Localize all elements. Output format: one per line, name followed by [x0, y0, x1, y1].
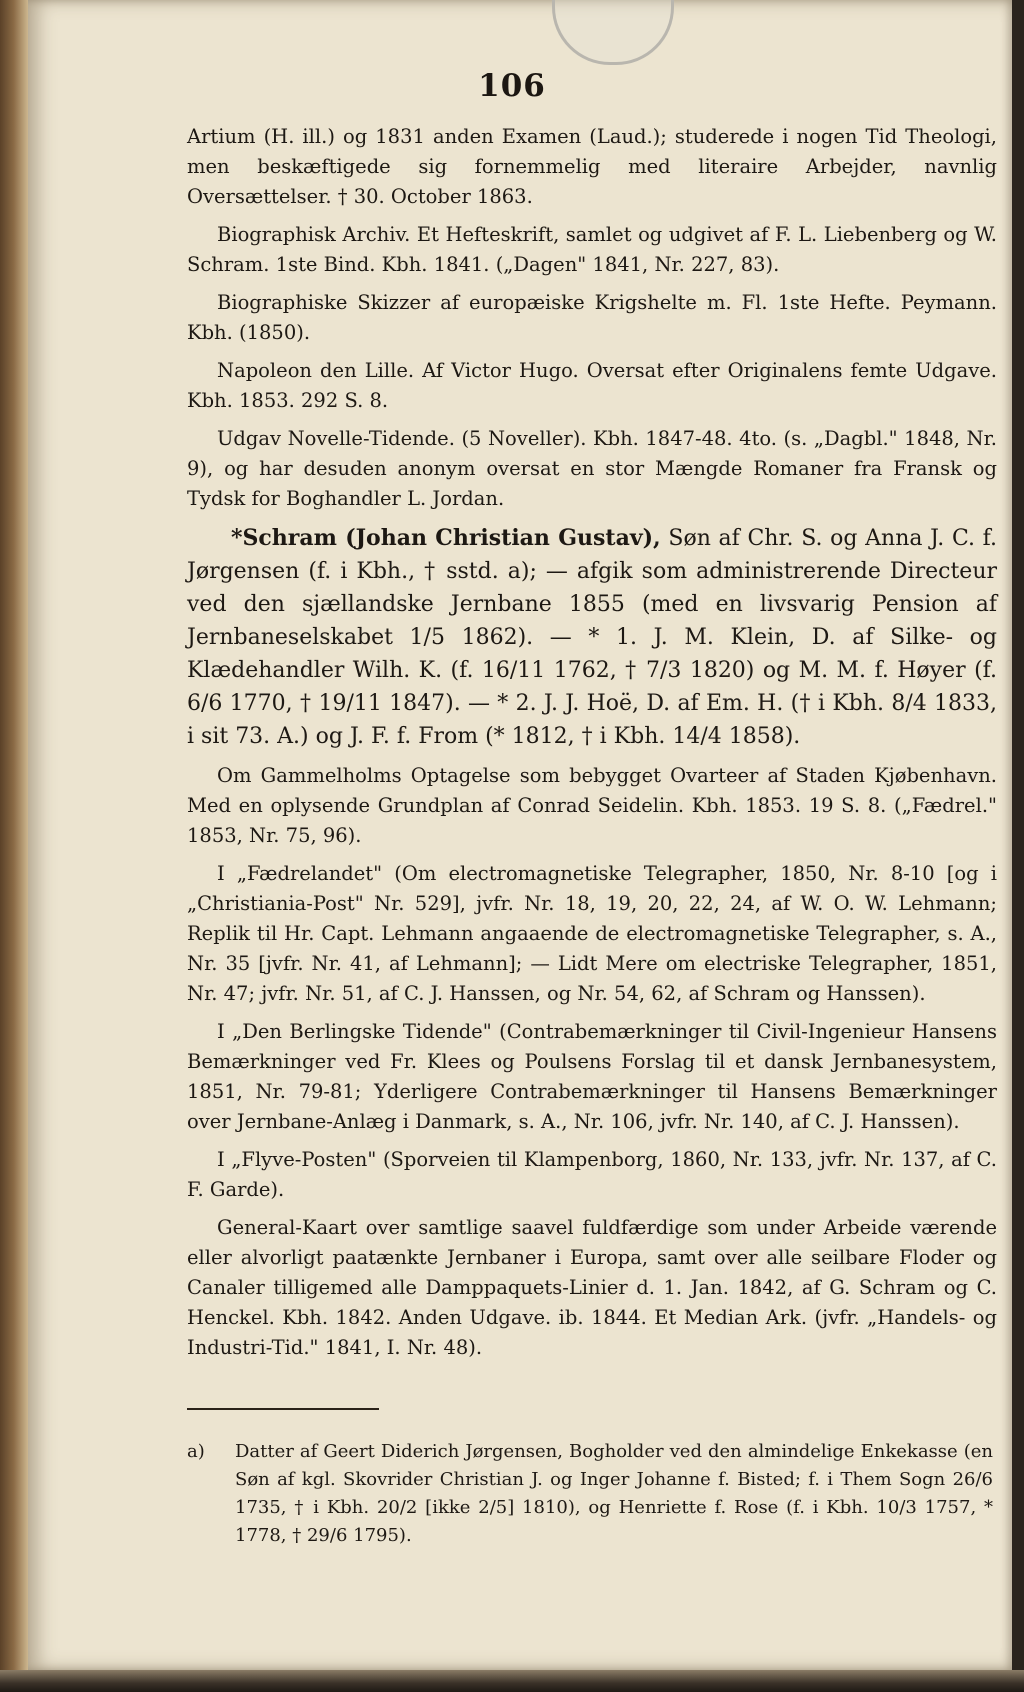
entry-heading-text: Søn af Chr. S. og Anna J. C. f. Jørgensen (f. i Kbh., † sstd. a); — afgik som administrerende Directeur ved den sjællandske Jernbane 1855 (med en livsvarig Pension af Jernbaneselskabet 1/5 1862). — * 1. J. M. Klein, D. af Silke- og Klædehandler Wilh. K. (f. 16/11 1762, † 7/3 1820) og M. M. f. Høyer (f. 6/6 1770, † 19/11 1847). — * 2. J. J. Hoë, D. af Em. H. († i Kbh. 8/4 1833, i sit 73. A.) og J. F. f. From (* 1812, † i Kbh. 14/4 1858).	[187, 526, 998, 749]
paragraph-napoleon: Napoleon den Lille. Af Victor Hugo. Oversat efter Originalens femte Udgave. Kbh. 1853. 292 S. 8.	[187, 359, 997, 412]
entry-heading-name: *Schram (Johan Christian Gustav),	[231, 525, 661, 551]
page-number: 106	[478, 68, 546, 104]
footnote-rule	[187, 1408, 379, 1410]
footnote	[187, 1438, 993, 1550]
paragraph-biographisk-archiv: Biographisk Archiv. Et Hefteskrift, samlet og udgivet af F. L. Liebenberg og W. Schram. 1ste Bind. Kbh. 1841. („Dagen" 1841, Nr. 227, 83).	[187, 223, 997, 276]
paragraph-faedrelandet: I „Fædrelandet" (Om electromagnetiske Telegrapher, 1850, Nr. 8-10 [og i „Christiania-Post" Nr. 529], jvfr. Nr. 18, 19, 20, 22, 24, af W. O. W. Lehmann; Replik til Hr. Capt. Lehmann angaaende de electromagnetiske Telegrapher, s. A., Nr. 35 [jvfr. Nr. 41, af Lehmann]; — Lidt Mere om electriske Telegrapher, 1851, Nr. 47; jvfr. Nr. 51, af C. J. Hanssen, og Nr. 54, 62, af Schram og Hanssen).	[187, 862, 997, 1005]
paragraph-biographiske-skizzer: Biographiske Skizzer af europæiske Krigshelte m. Fl. 1ste Hefte. Peymann. Kbh. (1850).	[187, 291, 997, 344]
paragraph-artium: Artium (H. ill.) og 1831 anden Examen (Laud.); studerede i nogen Tid Theologi, men beskæftigede sig fornemmelig med literaire Arbejder, navnlig Oversættelser. † 30. October 1863.	[187, 125, 997, 208]
footnote-text: Datter af Geert Diderich Jørgensen, Bogholder ved den almindelige Enkekasse (en Søn af kgl. Skovrider Christian J. og Inger Johanne f. Bisted; f. i Them Sogn 26/6 1735, † i Kbh. 20/2 [ikke 2/5] 1810), og Henriette f. Rose (f. i Kbh. 10/3 1757, * 1778, † 29/6 1795).	[235, 1441, 993, 1546]
paragraph-novelle-tidende: Udgav Novelle-Tidende. (5 Noveller). Kbh. 1847-48. 4to. (s. „Dagbl." 1848, Nr. 9), og har desuden anonym oversat en stor Mængde Romaner fra Fransk og Tydsk for Boghandler L. Jordan.	[187, 427, 997, 510]
paragraph-gammelholm: Om Gammelholms Optagelse som bebygget Ovarteer af Staden Kjøbenhavn. Med en oplysende Grundplan af Conrad Seidelin. Kbh. 1853. 19 S. 8. („Fædrel." 1853, Nr. 75, 96).	[187, 764, 997, 847]
page-bottom-edge	[0, 1670, 1024, 1692]
paragraph-flyve-posten: I „Flyve-Posten" (Sporveien til Klampenborg, 1860, Nr. 133, jvfr. Nr. 137, af C. F. Garde).	[187, 1148, 997, 1201]
footnote-mark: a)	[187, 1441, 205, 1462]
body-text	[187, 122, 997, 1371]
paragraph-general-kaart: General-Kaart over samtlige saavel fuldfærdige som under Arbeide værende eller alvorligt paatænkte Jernbaner i Europa, samt over alle seilbare Floder og Canaler tilligemed alle Damppaquets-Linier d. 1. Jan. 1842, af G. Schram og C. Henckel. Kbh. 1842. Anden Udgave. ib. 1844. Et Median Ark. (jvfr. „Handels- og Industri-Tid." 1841, I. Nr. 48).	[187, 1216, 997, 1359]
entry-schram-johan	[187, 522, 997, 753]
paragraph-berlingske: I „Den Berlingske Tidende" (Contrabemærkninger til Civil-Ingenieur Hansens Bemærkninger ved Fr. Klees og Poulsens Forslag til et dansk Jernbanesystem, 1851, Nr. 79-81; Yderligere Contrabemærkninger til Hansens Bemærkninger over Jernbane-Anlæg i Danmark, s. A., Nr. 106, jvfr. Nr. 140, af C. J. Hanssen).	[187, 1020, 997, 1133]
